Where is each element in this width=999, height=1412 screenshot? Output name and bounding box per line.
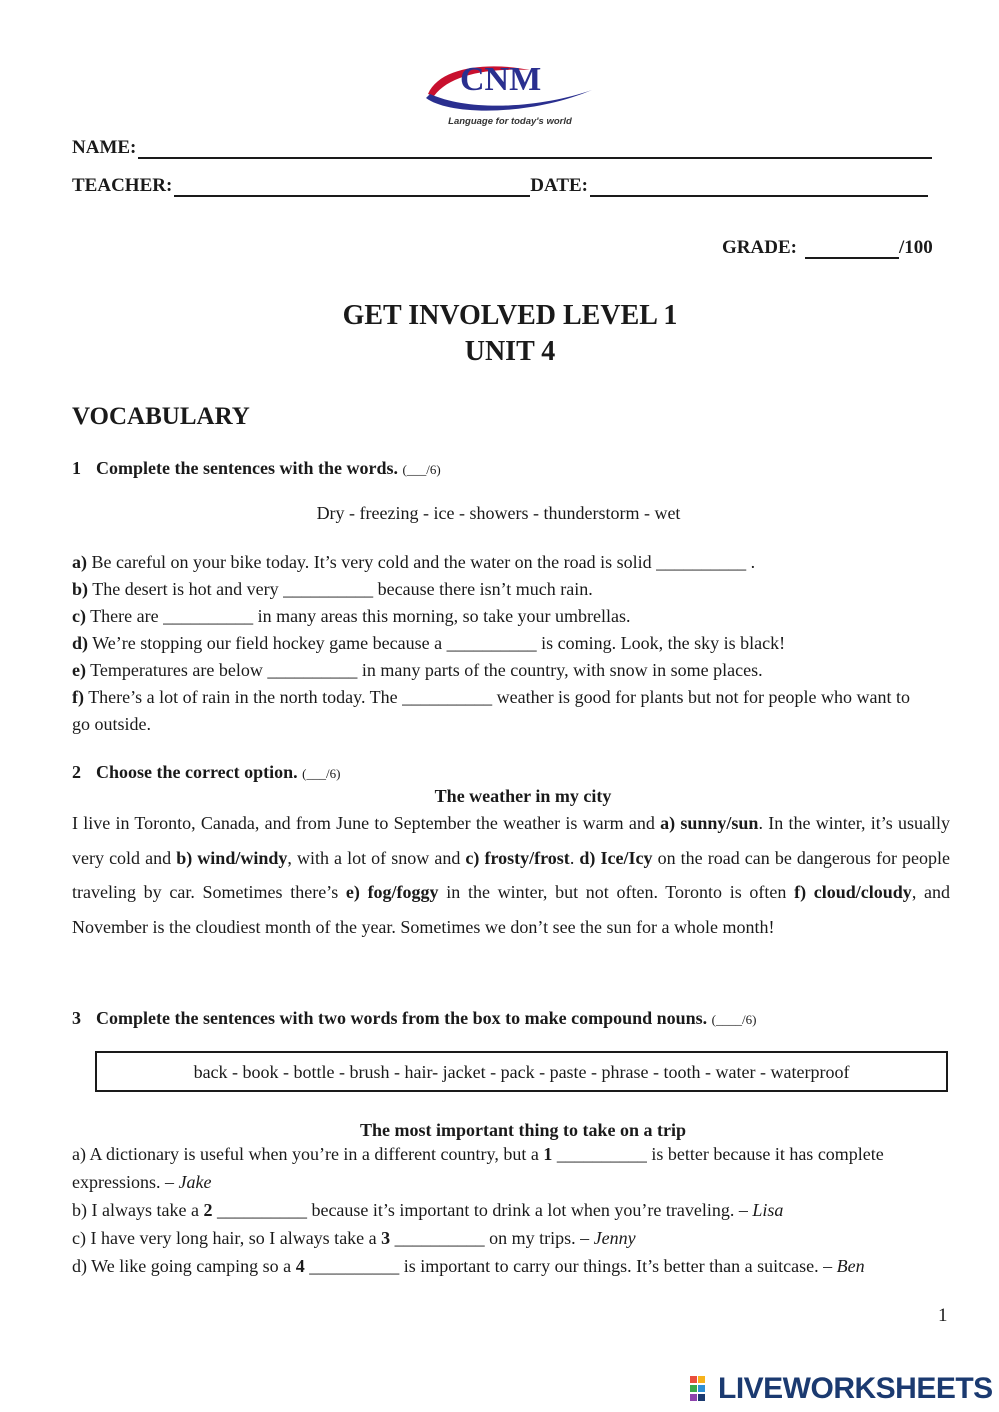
q3-subtitle: The most important thing to take on a trip — [359, 1120, 686, 1140]
q2-option-d[interactable]: d) Ice/Icy — [579, 847, 653, 868]
q1-item-a: a) Be careful on your bike today. It’s very cold and the water on the road is solid __________ . — [72, 552, 756, 572]
page-number: 1 — [938, 1305, 948, 1326]
logo-brand: CNM — [460, 61, 542, 98]
q2-option-f[interactable]: f) cloud/cloudy — [794, 882, 912, 903]
q3-score: (____/6) — [711, 1012, 757, 1027]
q1-word-list: Dry - freezing - ice - showers - thunderstorm - wet — [316, 503, 681, 523]
teacher-date-field — [72, 175, 928, 197]
grade-field — [722, 237, 933, 259]
q2-option-e[interactable]: e) fog/foggy — [345, 882, 439, 903]
q2-subtitle: The weather in my city — [434, 786, 612, 806]
q2-instruction: Choose the correct option. — [96, 762, 298, 782]
q1-score: (___/6) — [402, 462, 441, 477]
grade-blank[interactable] — [805, 239, 899, 259]
q2-option-b[interactable]: b) wind/windy — [176, 847, 288, 868]
teacher-label: TEACHER: — [72, 175, 173, 196]
grade-label: GRADE: — [722, 237, 797, 258]
q3-word-box: back - book - bottle - brush - hair- jacket - pack - paste - phrase - tooth - water - waterproof — [95, 1051, 948, 1092]
date-label: DATE: — [530, 175, 589, 196]
section-heading: VOCABULARY — [72, 403, 250, 430]
q3-heading — [72, 1008, 756, 1029]
q3-item-d: d) We like going camping so a 4 __________ is important to carry our things. It’s better than a suitcase. – Ben — [72, 1256, 865, 1276]
q3-number: 3 — [72, 1008, 81, 1028]
q1-item-d: d) We’re stopping our field hockey game because a __________ is coming. Look, the sky is black! — [72, 633, 786, 653]
q2-number: 2 — [72, 762, 81, 782]
liveworksheets-text: LIVEWORKSHEETS — [718, 1372, 993, 1405]
q3-item-b: b) I always take a 2 __________ because it’s important to drink a lot when you’re traveling. – Lisa — [72, 1200, 784, 1220]
q2-passage: I live in Toronto, Canada, and from June to September the weather is warm and a) sunny/sun. In the winter, it’s usually very cold and b) wind/windy, with a lot of snow and c) frosty/frost. d) Ice/Icy on the road can be dangerous for people traveling by car. Sometimes there’s e) fog/foggy in the winter, but not often. Toronto is often f) cloud/cloudy, and November is the cloudiest month of the year. Sometimes we don’t see the sun for a whole month! — [72, 813, 951, 938]
q2-score: (___/6) — [302, 766, 341, 781]
q1-item-e: e) Temperatures are below __________ in many parts of the country, with snow in some places. — [72, 660, 763, 680]
q1-item-f: f) There’s a lot of rain in the north today. The __________ weather is good for plants but not for people who want to go outside. — [72, 687, 911, 734]
date-blank[interactable] — [590, 177, 928, 197]
q3-item-a: a) A dictionary is useful when you’re in a different country, but a 1 __________ is better because it has complete expressions. – Jake — [72, 1144, 884, 1192]
q1-number: 1 — [72, 458, 81, 478]
name-label: NAME: — [72, 137, 137, 158]
q2-option-c[interactable]: c) frosty/frost — [465, 847, 570, 868]
q1-item-b: b) The desert is hot and very __________ because there isn’t much rain. — [72, 579, 593, 599]
q1-items — [72, 549, 932, 738]
liveworksheets-icon — [690, 1376, 714, 1402]
q1-instruction: Complete the sentences with the words. — [96, 458, 398, 478]
name-blank[interactable] — [138, 139, 932, 159]
page-subtitle: UNIT 4 — [464, 336, 556, 367]
teacher-blank[interactable] — [174, 177, 530, 197]
q3-items — [72, 1140, 932, 1280]
liveworksheets-logo[interactable] — [690, 1372, 993, 1406]
q3-instruction: Complete the sentences with two words from the box to make compound nouns. — [96, 1008, 708, 1028]
logo-tagline: Language for today's world — [448, 116, 572, 127]
q2-option-a[interactable]: a) sunny/sun — [660, 813, 759, 833]
q2-heading — [72, 762, 340, 783]
cnm-logo-swoosh — [420, 58, 600, 118]
grade-total: /100 — [898, 237, 933, 258]
q1-item-c: c) There are __________ in many areas this morning, so take your umbrellas. — [72, 606, 631, 626]
q1-heading — [72, 458, 441, 479]
name-field — [72, 137, 932, 159]
q3-item-c: c) I have very long hair, so I always take a 3 __________ on my trips. – Jenny — [72, 1228, 636, 1248]
page-title: GET INVOLVED LEVEL 1 — [342, 300, 678, 331]
